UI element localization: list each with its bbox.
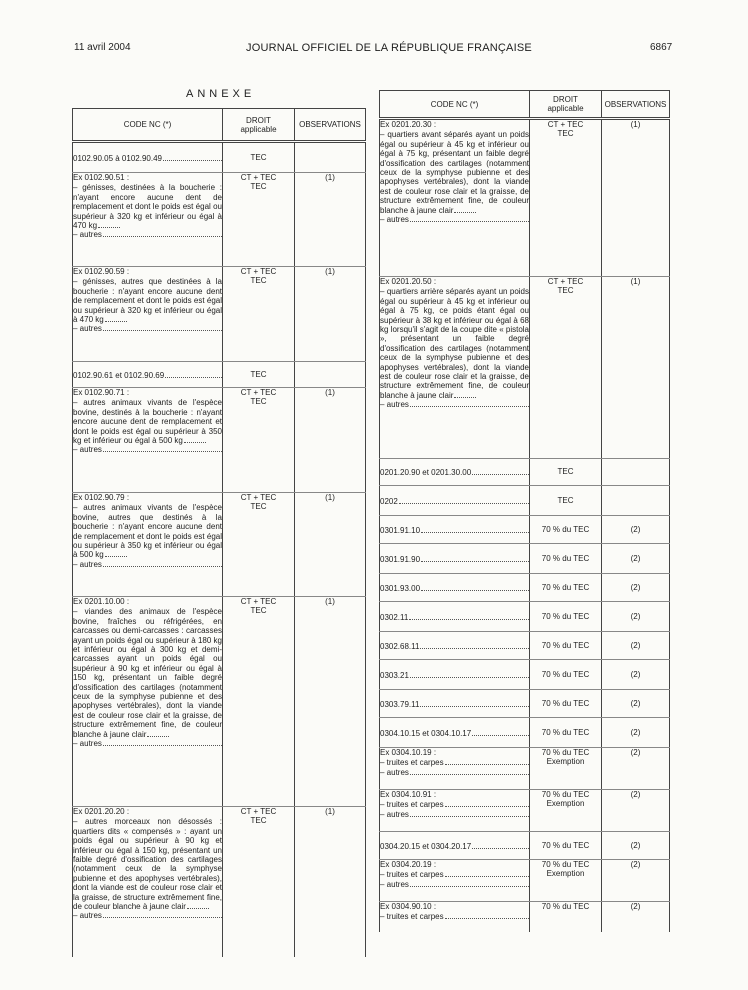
droit-value-other: Exemption bbox=[546, 799, 585, 809]
droit-value: 70 % du TEC bbox=[541, 748, 590, 757]
tariff-code bbox=[73, 154, 222, 163]
tariff-description bbox=[73, 183, 222, 230]
observation-ref: (1) bbox=[325, 807, 335, 816]
tariff-code-text: 0301.93.00 bbox=[380, 583, 421, 593]
column-header-droit bbox=[223, 109, 295, 142]
observation-ref: (2) bbox=[630, 640, 641, 650]
tariff-code: Ex 0102.90.71 : bbox=[73, 388, 130, 397]
observation-ref: (2) bbox=[630, 860, 641, 869]
observation-ref: (2) bbox=[630, 524, 641, 534]
annexe-title: ANNEXE bbox=[186, 88, 256, 100]
code-cell bbox=[380, 277, 530, 459]
table-row bbox=[380, 459, 670, 486]
tariff-description bbox=[73, 277, 222, 324]
tariff-sub-trout-carp bbox=[380, 912, 529, 921]
observation-ref: (2) bbox=[630, 840, 641, 850]
tariff-description-text: – génisses, destinées à la boucherie : n'ayant encore aucune dent de remplacement et dont le poids est égal ou supérieur à 320 kg et inférieur ou égal à 470 kg bbox=[73, 183, 222, 231]
tariff-code: Ex 0102.90.51 : bbox=[73, 173, 130, 182]
observations-cell bbox=[602, 119, 670, 277]
droit-value-other: TEC bbox=[557, 286, 574, 296]
table-row bbox=[380, 860, 670, 902]
droit-cell bbox=[223, 493, 295, 597]
observations-cell bbox=[295, 807, 366, 957]
droit-cell bbox=[530, 790, 602, 832]
dot-leader bbox=[472, 842, 529, 849]
dot-leader bbox=[410, 671, 529, 678]
tariff-other-text: – autres bbox=[73, 911, 102, 921]
tariff-code: Ex 0102.90.79 : bbox=[73, 493, 130, 502]
observations-cell bbox=[295, 388, 366, 493]
tariff-code: Ex 0201.10.00 : bbox=[73, 597, 130, 606]
tariff-description-text: – autres animaux vivants de l'espèce bovine, destinés à la boucherie : n'ayant encore aucune dent de remplacement et dont le poids est égal ou supérieur à 350 kg et inférieur ou égal à 500 kg bbox=[73, 398, 222, 446]
observations-cell bbox=[602, 902, 670, 932]
observations-cell bbox=[295, 597, 366, 807]
dot-leader bbox=[421, 555, 529, 562]
tariff-code bbox=[380, 842, 529, 851]
column-header-droit-line1: DROIT bbox=[246, 115, 271, 125]
droit-cell bbox=[530, 602, 602, 632]
observation-ref: (2) bbox=[630, 553, 641, 563]
observation-ref: (2) bbox=[630, 727, 641, 737]
droit-cell bbox=[530, 544, 602, 574]
droit-value: CT + TEC bbox=[240, 267, 277, 276]
table-row bbox=[380, 119, 670, 277]
tariff-other-text: – autres bbox=[73, 324, 102, 334]
observations-cell bbox=[602, 459, 670, 486]
tariff-other-text: – autres bbox=[73, 445, 102, 455]
code-cell bbox=[73, 493, 223, 597]
tariff-description-text: – quartiers avant séparés ayant un poids égal ou supérieur à 45 kg et inférieur ou égal à 75 kg, présentant un faible degré d'ossification des cartilages (notamment ceux de la symphyse pubienne et des apophyses vertébrales), dont la viande est de couleur rose clair et la graisse, de structure extrêmement fine, de couleur blanche à jaune clair bbox=[380, 130, 529, 215]
observation-ref: (1) bbox=[630, 277, 641, 286]
tariff-other bbox=[73, 445, 222, 454]
table-row bbox=[380, 486, 670, 516]
observation-ref: (2) bbox=[630, 698, 641, 708]
dot-leader bbox=[103, 911, 222, 918]
observation-ref: (1) bbox=[325, 493, 335, 502]
code-cell bbox=[380, 486, 530, 516]
observations-cell bbox=[602, 790, 670, 832]
droit-value-other: TEC bbox=[250, 816, 267, 826]
code-cell bbox=[380, 516, 530, 544]
observation-ref: (1) bbox=[325, 173, 335, 182]
table-row bbox=[73, 267, 366, 362]
page-date: 11 avril 2004 bbox=[74, 42, 131, 53]
tariff-other bbox=[73, 739, 222, 748]
tariff-other-text: – autres bbox=[73, 559, 102, 569]
droit-value: 70 % du TEC bbox=[541, 669, 590, 679]
droit-value: CT + TEC bbox=[240, 597, 277, 606]
code-cell bbox=[380, 748, 530, 790]
table-row bbox=[380, 902, 670, 932]
table-row bbox=[73, 142, 366, 173]
tariff-other bbox=[73, 324, 222, 333]
code-cell bbox=[380, 660, 530, 690]
dot-leader bbox=[103, 445, 222, 452]
tariff-code: Ex 0201.20.20 : bbox=[73, 807, 130, 816]
tariff-code: Ex 0201.20.30 : bbox=[380, 120, 437, 129]
droit-cell bbox=[530, 516, 602, 544]
tariff-code: Ex 0304.10.19 : bbox=[380, 748, 437, 757]
tariff-sub-trout-carp bbox=[380, 870, 529, 879]
dot-leader bbox=[184, 436, 206, 443]
droit-cell bbox=[530, 748, 602, 790]
tariff-code-text: 0102.90.61 et 0102.90.69 bbox=[73, 370, 165, 380]
dot-leader bbox=[187, 902, 209, 909]
dot-leader bbox=[103, 739, 222, 746]
dot-leader bbox=[147, 730, 169, 737]
tariff-code: Ex 0304.90.10 : bbox=[380, 902, 437, 911]
table-row bbox=[380, 574, 670, 602]
dot-leader bbox=[165, 371, 222, 378]
droit-value-other: TEC bbox=[250, 276, 267, 286]
observations-cell bbox=[602, 574, 670, 602]
tariff-code bbox=[380, 729, 529, 738]
tariff-other bbox=[380, 400, 529, 409]
column-header-droit bbox=[530, 91, 602, 119]
table-row bbox=[380, 790, 670, 832]
droit-cell bbox=[530, 860, 602, 902]
observations-cell bbox=[602, 832, 670, 860]
droit-cell bbox=[223, 267, 295, 362]
table-row bbox=[73, 388, 366, 493]
tariff-sub-trout-carp-text: – truites et carpes bbox=[380, 912, 444, 922]
table-row bbox=[73, 173, 366, 267]
observation-ref: (1) bbox=[325, 267, 335, 276]
tariff-other-text: – autres bbox=[380, 400, 409, 410]
tariff-code-text: 0301.91.90 bbox=[380, 554, 421, 564]
droit-value: CT + TEC bbox=[547, 120, 584, 129]
column-header-code: CODE NC (*) bbox=[380, 91, 530, 119]
tariff-code: Ex 0304.20.19 : bbox=[380, 860, 437, 869]
observations-cell bbox=[602, 516, 670, 544]
dot-leader bbox=[445, 912, 529, 919]
droit-cell bbox=[530, 718, 602, 748]
tariff-code bbox=[380, 700, 529, 709]
column-header-droit-line1: DROIT bbox=[553, 95, 578, 104]
table-row bbox=[380, 277, 670, 459]
table-row bbox=[73, 362, 366, 388]
tariff-other-text: – autres bbox=[380, 215, 409, 225]
droit-value: 70 % du TEC bbox=[541, 840, 590, 850]
dot-leader bbox=[410, 768, 529, 775]
tariff-sub-trout-carp bbox=[380, 758, 529, 767]
droit-cell bbox=[530, 574, 602, 602]
code-cell bbox=[380, 544, 530, 574]
droit-cell bbox=[530, 486, 602, 516]
tariff-code-text: 0102.90.05 à 0102.90.49 bbox=[73, 153, 162, 163]
tariff-sub-other-text: – autres bbox=[380, 809, 409, 819]
observations-cell bbox=[602, 718, 670, 748]
tariff-description bbox=[73, 398, 222, 445]
dot-leader bbox=[103, 324, 222, 331]
dot-leader bbox=[445, 870, 529, 877]
dot-leader bbox=[445, 758, 529, 765]
tariff-table-right bbox=[379, 90, 670, 932]
code-cell bbox=[380, 119, 530, 277]
code-cell bbox=[73, 597, 223, 807]
tariff-sub-other bbox=[380, 768, 529, 777]
droit-cell bbox=[530, 277, 602, 459]
observation-ref: (2) bbox=[630, 902, 641, 911]
dot-leader bbox=[105, 315, 127, 322]
observation-ref: (1) bbox=[325, 597, 335, 606]
dot-leader bbox=[163, 154, 222, 161]
observations-cell bbox=[295, 493, 366, 597]
observations-cell bbox=[602, 660, 670, 690]
droit-value: CT + TEC bbox=[547, 277, 584, 286]
droit-value: 70 % du TEC bbox=[541, 902, 590, 911]
code-cell bbox=[380, 902, 530, 932]
table-row bbox=[380, 832, 670, 860]
dot-leader bbox=[472, 468, 529, 475]
droit-cell bbox=[223, 807, 295, 957]
tariff-sub-other bbox=[380, 810, 529, 819]
observations-cell bbox=[602, 690, 670, 718]
tariff-description bbox=[73, 607, 222, 739]
tariff-other-text: – autres bbox=[73, 739, 102, 749]
droit-cell bbox=[223, 597, 295, 807]
droit-value: TEC bbox=[557, 495, 574, 505]
droit-value: 70 % du TEC bbox=[541, 524, 590, 534]
tariff-sub-trout-carp bbox=[380, 800, 529, 809]
tariff-sub-trout-carp-text: – truites et carpes bbox=[380, 800, 444, 810]
code-cell bbox=[73, 173, 223, 267]
code-cell bbox=[73, 267, 223, 362]
table-row bbox=[73, 493, 366, 597]
droit-value: TEC bbox=[250, 152, 267, 162]
tariff-description bbox=[73, 817, 222, 911]
droit-value: 70 % du TEC bbox=[541, 698, 590, 708]
dot-leader bbox=[410, 810, 529, 817]
tariff-code bbox=[380, 613, 529, 622]
observations-cell bbox=[295, 267, 366, 362]
table-row bbox=[380, 544, 670, 574]
droit-value-other: TEC bbox=[250, 397, 267, 407]
dot-leader bbox=[454, 206, 476, 213]
tariff-code-text: 0303.21 bbox=[380, 670, 409, 680]
tariff-other-text: – autres bbox=[73, 230, 102, 240]
observations-cell bbox=[295, 142, 366, 173]
code-cell bbox=[73, 142, 223, 173]
droit-value: TEC bbox=[557, 467, 574, 477]
tariff-other bbox=[73, 560, 222, 569]
table-row bbox=[380, 660, 670, 690]
tariff-other bbox=[380, 215, 529, 224]
droit-value: CT + TEC bbox=[240, 173, 277, 182]
column-header-code: CODE NC (*) bbox=[73, 109, 223, 142]
observation-ref: (2) bbox=[630, 669, 641, 679]
tariff-sub-other bbox=[380, 880, 529, 889]
tariff-code: Ex 0102.90.59 : bbox=[73, 267, 130, 276]
droit-value-other: Exemption bbox=[546, 869, 585, 879]
tariff-code-text: 0202 bbox=[380, 496, 398, 506]
tariff-description-text: – viandes des animaux de l'espèce bovine, fraîches ou réfrigérées, en carcasses ou demi-carcasses : carcasses ayant un poids égal ou supérieur à 180 kg et inférieur ou égal à 300 kg et demi-carcasses ayant un poids égal ou supérieur à 90 kg et inférieur ou égal à 150 kg, présentant un faible degré d'ossification des cartilages (notamment ceux de la symphyse pubienne et des apophyses vertébrales), dont la viande est de couleur rose clair et la graisse, de structure extrêmement fine, de couleur blanche à jaune clair bbox=[73, 607, 222, 739]
observations-cell bbox=[602, 277, 670, 459]
observation-ref: (2) bbox=[630, 748, 641, 757]
tariff-code: Ex 0201.20.50 : bbox=[380, 277, 437, 286]
table-row bbox=[380, 748, 670, 790]
droit-value: 70 % du TEC bbox=[541, 582, 590, 592]
droit-cell bbox=[530, 902, 602, 932]
tariff-code bbox=[380, 671, 529, 680]
dot-leader bbox=[103, 230, 222, 237]
dot-leader bbox=[103, 560, 222, 567]
tariff-description-text: – génisses, autres que destinées à la boucherie : n'ayant encore aucune dent de remplacement et dont le poids est égal ou supérieur à 320 kg et inférieur ou égal à 470 kg bbox=[73, 277, 222, 325]
droit-cell bbox=[223, 142, 295, 173]
droit-cell bbox=[223, 388, 295, 493]
dot-leader bbox=[445, 800, 529, 807]
code-cell bbox=[380, 860, 530, 902]
code-cell bbox=[73, 362, 223, 388]
droit-value: 70 % du TEC bbox=[541, 727, 590, 737]
observations-cell bbox=[602, 486, 670, 516]
code-cell bbox=[380, 718, 530, 748]
tariff-description bbox=[380, 130, 529, 215]
observation-ref: (2) bbox=[630, 611, 641, 621]
droit-value: 70 % du TEC bbox=[541, 860, 590, 869]
journal-title: JOURNAL OFFICIEL DE LA RÉPUBLIQUE FRANÇAISE bbox=[246, 42, 532, 54]
tariff-description-text: – quartiers arrière séparés ayant un poids égal ou supérieur à 45 kg et inférieur ou égal à 75 kg, ce poids étant égal ou supérieur à 38 kg et inférieur ou égal à 68 kg lorsqu'il s'agit de la coupe dite « pistola », présentant un faible degré d'ossification des cartilages (notamment ceux de la symphyse pubienne et des apophyses vertébrales), dont la viande est de couleur rose clair et la graisse, de structure extrêmement fine, de couleur blanche à jaune clair bbox=[380, 287, 529, 400]
tariff-code-text: 0301.91.10 bbox=[380, 525, 421, 535]
droit-value: TEC bbox=[250, 369, 267, 379]
observations-cell bbox=[602, 748, 670, 790]
droit-cell bbox=[530, 660, 602, 690]
tariff-code bbox=[380, 584, 529, 593]
table-row bbox=[73, 597, 366, 807]
tariff-code bbox=[380, 555, 529, 564]
dot-leader bbox=[421, 526, 529, 533]
droit-value-other: TEC bbox=[557, 129, 574, 139]
droit-cell bbox=[223, 362, 295, 388]
tariff-other bbox=[73, 911, 222, 920]
table-row bbox=[73, 807, 366, 957]
observation-ref: (1) bbox=[325, 388, 335, 397]
tariff-code bbox=[380, 526, 529, 535]
page-number: 6867 bbox=[650, 42, 673, 53]
observations-cell bbox=[602, 602, 670, 632]
dot-leader bbox=[98, 221, 120, 228]
dot-leader bbox=[410, 400, 529, 407]
tariff-other bbox=[73, 230, 222, 239]
code-cell bbox=[380, 690, 530, 718]
code-cell bbox=[380, 790, 530, 832]
observations-cell bbox=[602, 544, 670, 574]
dot-leader bbox=[410, 215, 529, 222]
tariff-code: Ex 0304.10.91 : bbox=[380, 790, 437, 799]
dot-leader bbox=[410, 880, 529, 887]
tariff-sub-other-text: – autres bbox=[380, 879, 409, 889]
droit-value-other: TEC bbox=[250, 606, 267, 616]
column-header-droit-line2: applicable bbox=[547, 104, 584, 113]
tariff-sub-trout-carp-text: – truites et carpes bbox=[380, 870, 444, 880]
droit-value-other: TEC bbox=[250, 502, 267, 512]
tariff-description-text: – autres animaux vivants de l'espèce bovine, autres que destinés à la boucherie : n'ayant encore aucune dent de remplacement et dont le poids est égal ou supérieur à 350 kg et inférieur ou égal à 500 kg bbox=[73, 503, 222, 560]
tariff-code-text: 0201.20.90 et 0201.30.00 bbox=[380, 468, 472, 478]
code-cell bbox=[380, 602, 530, 632]
table-row bbox=[380, 718, 670, 748]
column-header-observations: OBSERVATIONS bbox=[602, 91, 670, 119]
tariff-sub-other-text: – autres bbox=[380, 767, 409, 777]
droit-value: 70 % du TEC bbox=[541, 611, 590, 621]
observations-cell bbox=[602, 632, 670, 660]
dot-leader bbox=[420, 700, 529, 707]
tariff-description bbox=[73, 503, 222, 559]
tariff-code-text: 0304.10.15 et 0304.10.17 bbox=[380, 728, 472, 738]
column-header-observations: OBSERVATIONS bbox=[295, 109, 366, 142]
droit-value: CT + TEC bbox=[240, 493, 277, 502]
droit-value: 70 % du TEC bbox=[541, 553, 590, 563]
tariff-table-left bbox=[72, 108, 366, 957]
code-cell bbox=[380, 632, 530, 660]
tariff-code-text: 0303.79.11 bbox=[380, 699, 420, 709]
dot-leader bbox=[454, 391, 476, 398]
droit-value: 70 % du TEC bbox=[541, 640, 590, 650]
code-cell bbox=[380, 832, 530, 860]
tariff-code bbox=[380, 642, 529, 651]
droit-cell bbox=[530, 459, 602, 486]
code-cell bbox=[380, 574, 530, 602]
tariff-code bbox=[380, 497, 529, 506]
droit-cell bbox=[530, 832, 602, 860]
droit-value: 70 % du TEC bbox=[541, 790, 590, 799]
droit-value: CT + TEC bbox=[240, 807, 277, 816]
observation-ref: (1) bbox=[630, 120, 641, 129]
observations-cell bbox=[295, 173, 366, 267]
droit-value: CT + TEC bbox=[240, 388, 277, 397]
dot-leader bbox=[399, 497, 529, 504]
tariff-sub-trout-carp-text: – truites et carpes bbox=[380, 758, 444, 768]
code-cell bbox=[73, 388, 223, 493]
observation-ref: (2) bbox=[630, 790, 641, 799]
dot-leader bbox=[105, 550, 127, 557]
droit-value-other: TEC bbox=[250, 182, 267, 192]
table-row bbox=[380, 516, 670, 544]
tariff-code-text: 0302.68.11 bbox=[380, 641, 420, 651]
droit-cell bbox=[223, 173, 295, 267]
tariff-code bbox=[380, 468, 529, 477]
table-row bbox=[380, 602, 670, 632]
tariff-code bbox=[73, 371, 222, 380]
tariff-code-text: 0302.11 bbox=[380, 612, 409, 622]
observations-cell bbox=[295, 362, 366, 388]
droit-value-other: Exemption bbox=[546, 757, 585, 767]
tariff-description bbox=[380, 287, 529, 400]
tariff-code-text: 0304.20.15 et 0304.20.17 bbox=[380, 841, 472, 851]
table-row bbox=[380, 632, 670, 660]
droit-cell bbox=[530, 632, 602, 660]
dot-leader bbox=[420, 642, 529, 649]
dot-leader bbox=[409, 613, 529, 620]
table-row bbox=[380, 690, 670, 718]
dot-leader bbox=[472, 729, 529, 736]
code-cell bbox=[380, 459, 530, 486]
observations-cell bbox=[602, 860, 670, 902]
observation-ref: (2) bbox=[630, 582, 641, 592]
droit-cell bbox=[530, 119, 602, 277]
column-header-droit-line2: applicable bbox=[240, 124, 277, 134]
droit-cell bbox=[530, 690, 602, 718]
code-cell bbox=[73, 807, 223, 957]
tariff-description-text: – autres morceaux non désossés : quartiers dits « compensés » : ayant un poids égal ou supérieur à 90 kg et inférieur ou égal à 150 kg, présentant un faible degré d'ossification des cartilages (notamment ceux de la symphyse pubienne et des apophyses vertébrales), dont la viande est de couleur rose clair et la graisse, de structure extrêmement fine, de couleur blanche à jaune clair bbox=[73, 817, 222, 912]
dot-leader bbox=[421, 584, 529, 591]
